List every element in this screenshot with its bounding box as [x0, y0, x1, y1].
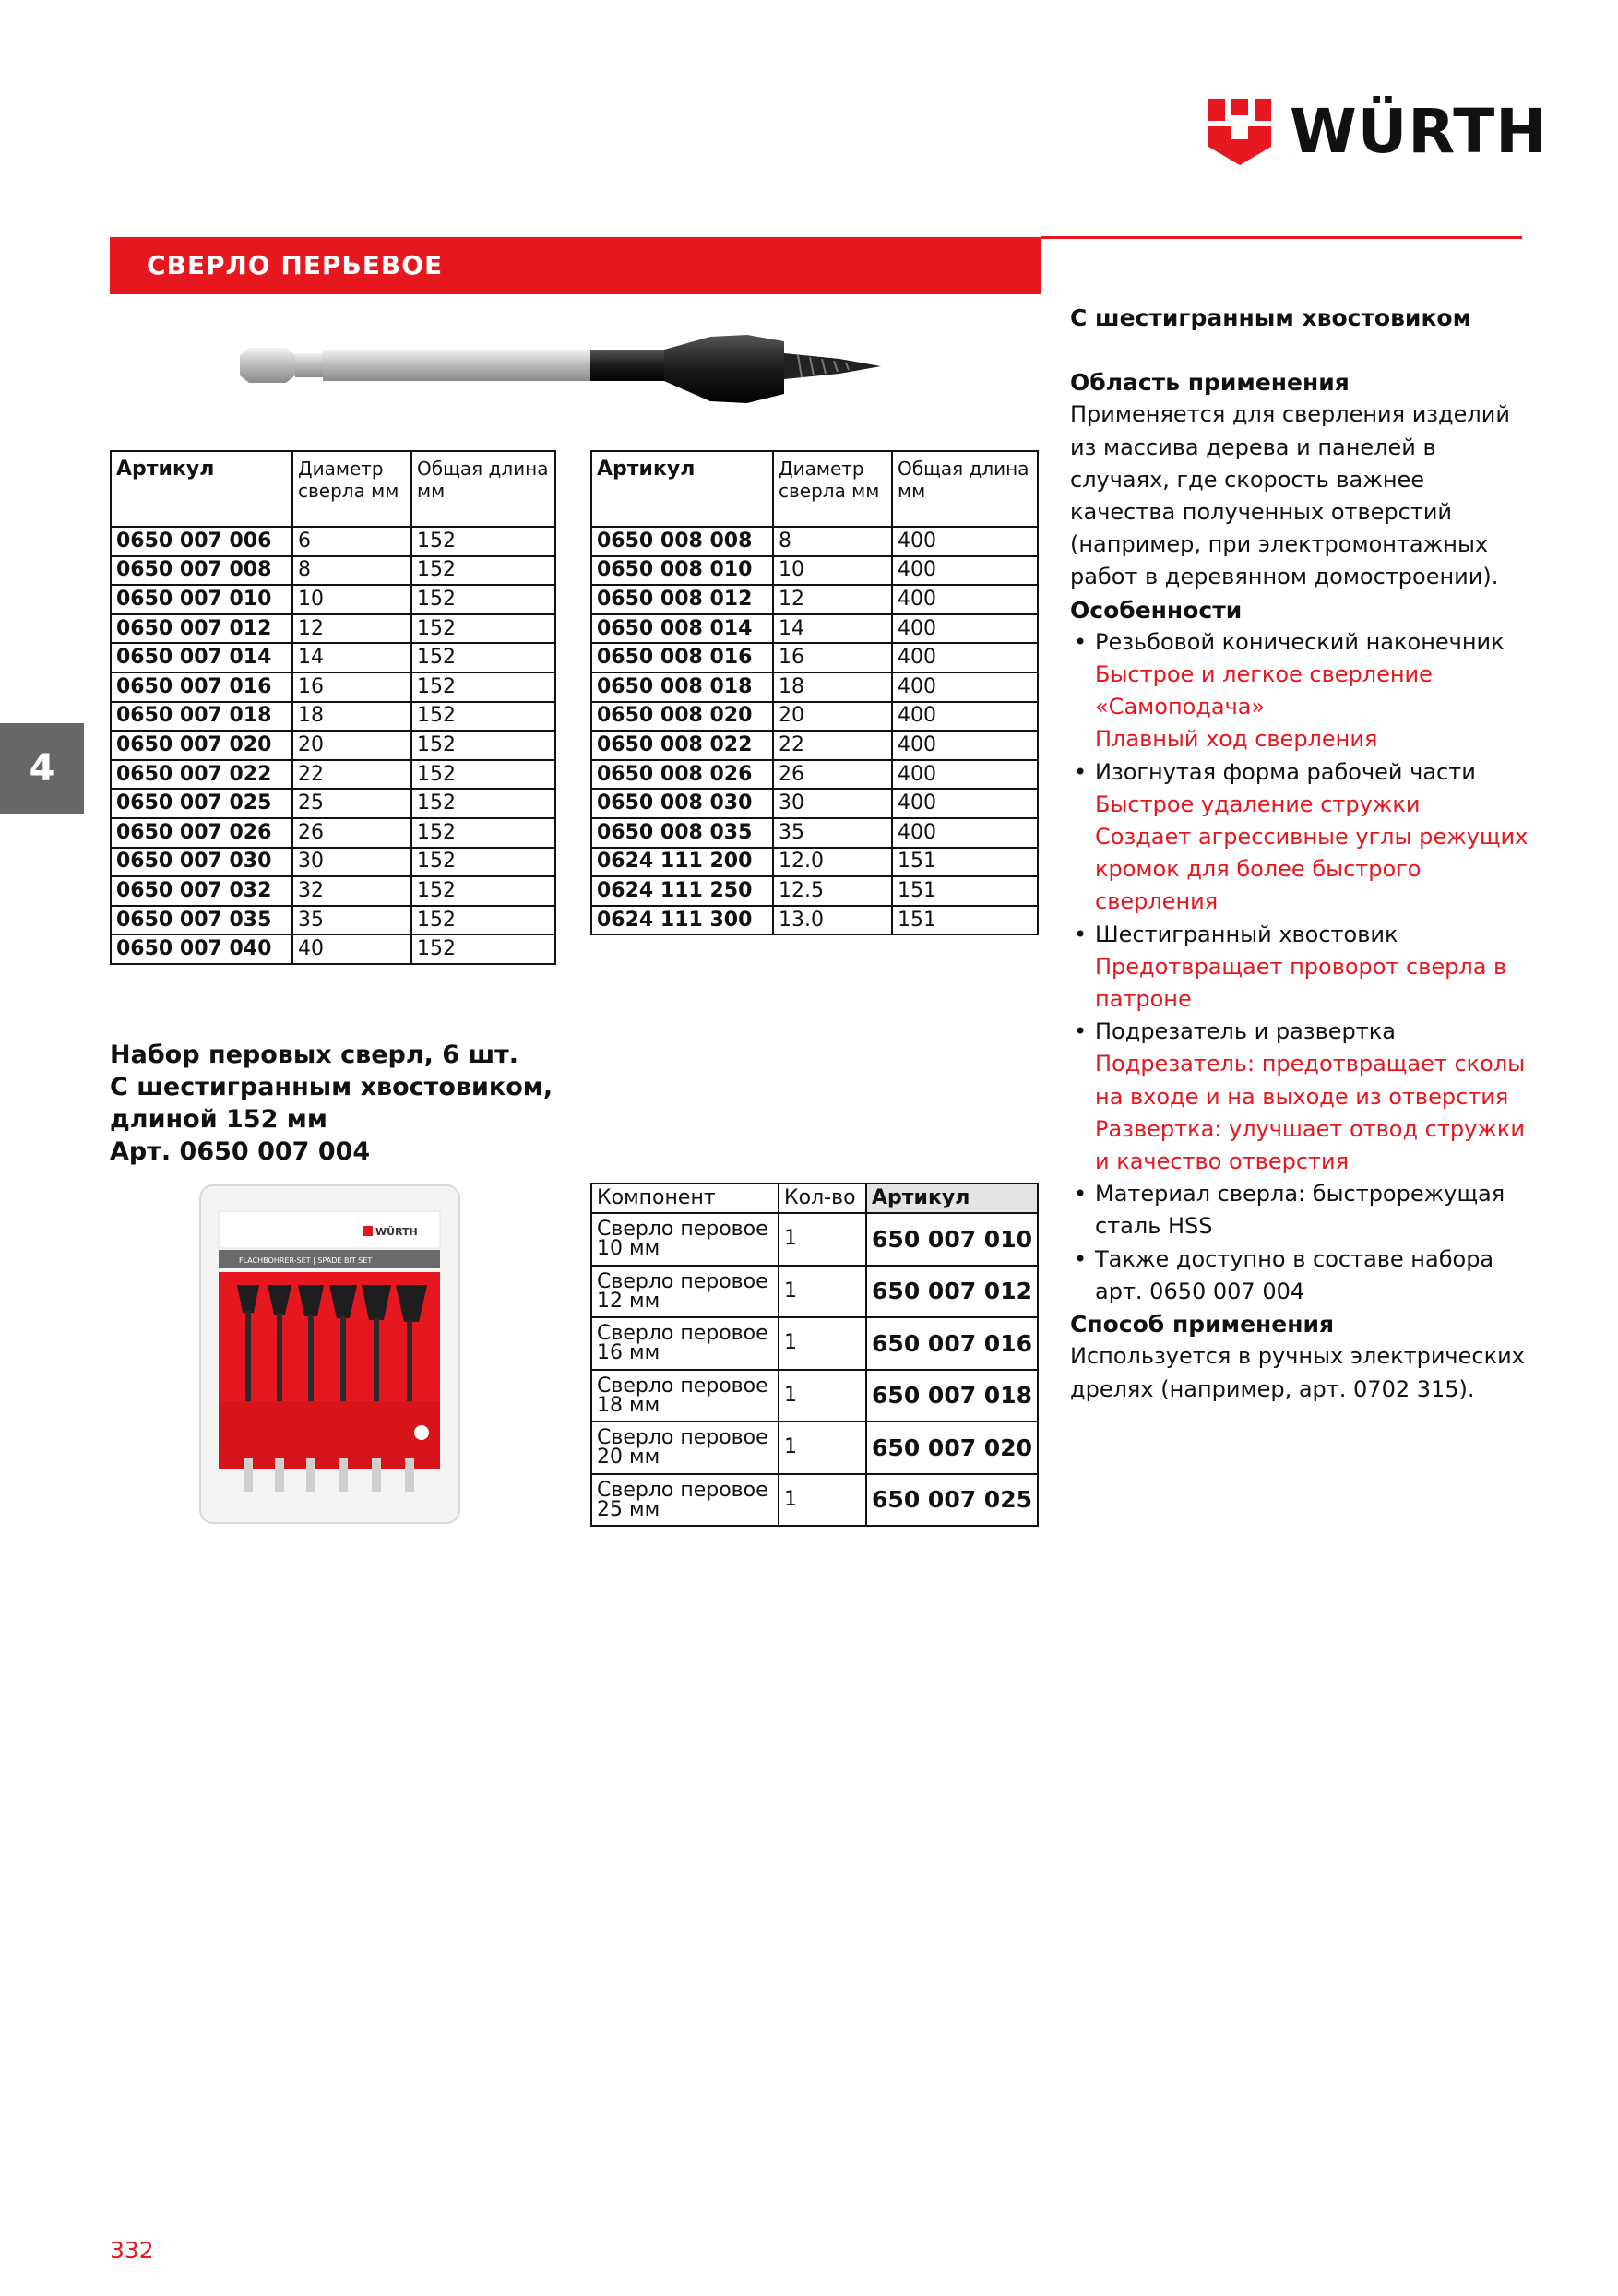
- quantity-cell: 1: [779, 1370, 866, 1422]
- diameter-cell: 35: [773, 818, 892, 848]
- length-cell: 152: [411, 585, 555, 614]
- component-cell: Сверло перовое 25 мм: [591, 1474, 779, 1527]
- article-cell: 0650 008 010: [591, 556, 773, 586]
- article-cell: 0650 007 010: [111, 585, 292, 614]
- article-cell: 650 007 020: [866, 1422, 1038, 1474]
- length-cell: 152: [411, 934, 555, 964]
- table-row: [591, 527, 1038, 556]
- bullet-icon: •: [1074, 628, 1088, 655]
- header-divider: [1041, 236, 1522, 239]
- feature-item: [1070, 626, 1531, 756]
- quantity-cell: 1: [779, 1213, 866, 1266]
- table-row: [591, 818, 1038, 848]
- table-row: [591, 585, 1038, 614]
- article-cell: 0650 008 022: [591, 731, 773, 760]
- length-cell: 400: [892, 585, 1038, 614]
- length-cell: 152: [411, 643, 555, 672]
- article-cell: 0650 007 022: [111, 760, 292, 790]
- set-line: С шестигранным хвостовиком,: [110, 1073, 553, 1101]
- length-cell: 400: [892, 556, 1038, 586]
- article-cell: 0650 007 014: [111, 643, 292, 672]
- component-cell: Сверло перовое 16 мм: [591, 1317, 779, 1370]
- feature-item: [1070, 919, 1531, 1017]
- diameter-cell: 8: [292, 556, 411, 586]
- article-cell: 0650 008 035: [591, 818, 773, 848]
- feature-detail: Развертка: улучшает отвод стружки и качество отверстия: [1095, 1115, 1525, 1175]
- header-diameter: Диаметр сверла мм: [773, 451, 892, 527]
- page-number: 332: [110, 2237, 154, 2264]
- length-cell: 400: [892, 702, 1038, 732]
- product-subtitle: С шестигранным хвостовиком: [1070, 304, 1472, 331]
- feature-detail: Плавный ход сверления: [1095, 726, 1378, 753]
- header-component: Компонент: [591, 1184, 779, 1213]
- chapter-tab: 4: [0, 723, 84, 814]
- article-cell: 0650 008 014: [591, 614, 773, 644]
- article-cell: 0650 007 040: [111, 934, 292, 964]
- diameter-cell: 12.5: [773, 876, 892, 906]
- article-cell: 0624 111 200: [591, 848, 773, 877]
- bullet-icon: •: [1074, 921, 1088, 947]
- diameter-cell: 26: [292, 818, 411, 848]
- table-row: [111, 934, 555, 964]
- set-line: длиной 152 мм: [110, 1105, 327, 1134]
- set-components-table: [590, 1183, 1039, 1527]
- quantity-cell: 1: [779, 1266, 866, 1318]
- diameter-cell: 6: [292, 527, 411, 556]
- diameter-cell: 14: [292, 643, 411, 672]
- feature-text: Шестигранный хвостовик: [1095, 921, 1398, 947]
- length-cell: 152: [411, 702, 555, 732]
- quantity-cell: 1: [779, 1317, 866, 1370]
- feature-item: [1070, 1178, 1531, 1243]
- usage-text: Используется в ручных электрических дрелях (например, арт. 0702 315).: [1070, 1343, 1525, 1402]
- header-article: Артикул: [591, 451, 773, 527]
- articles-table-152: [110, 450, 556, 965]
- article-cell: 650 007 016: [866, 1317, 1038, 1370]
- article-cell: 0650 007 025: [111, 789, 292, 818]
- feature-detail: Предотвращает проворот сверла в патроне: [1095, 953, 1507, 1013]
- quantity-cell: 1: [779, 1422, 866, 1474]
- article-cell: 0624 111 300: [591, 906, 773, 935]
- table-row: [591, 731, 1038, 760]
- header-quantity: Кол-во: [779, 1184, 866, 1213]
- table-row: [591, 848, 1038, 877]
- article-cell: 0650 008 018: [591, 672, 773, 702]
- length-cell: 151: [892, 848, 1038, 877]
- diameter-cell: 20: [292, 731, 411, 760]
- table-row: [591, 1474, 1038, 1527]
- bullet-icon: •: [1074, 1245, 1088, 1272]
- diameter-cell: 35: [292, 906, 411, 935]
- header-article: Артикул: [866, 1184, 1038, 1213]
- feature-detail: Быстрое удаление стружки: [1095, 791, 1421, 817]
- feature-item: [1070, 756, 1531, 919]
- component-cell: Сверло перовое 20 мм: [591, 1422, 779, 1474]
- diameter-cell: 13.0: [773, 906, 892, 935]
- diameter-cell: 14: [773, 614, 892, 644]
- article-cell: 0650 007 035: [111, 906, 292, 935]
- feature-item: [1070, 1243, 1531, 1308]
- table-row: [111, 789, 555, 818]
- feature-text: Изогнутая форма рабочей части: [1095, 758, 1476, 785]
- brand-name: WÜRTH: [1290, 95, 1548, 167]
- table-row: [111, 848, 555, 877]
- table-row: [591, 1422, 1038, 1474]
- bullet-icon: •: [1074, 1018, 1088, 1045]
- length-cell: 400: [892, 731, 1038, 760]
- table-row: [111, 906, 555, 935]
- length-cell: 152: [411, 731, 555, 760]
- feature-text: Резьбовой конический наконечник: [1095, 628, 1505, 655]
- article-cell: 0650 007 020: [111, 731, 292, 760]
- feature-detail: «Самоподача»: [1095, 694, 1266, 720]
- article-cell: 650 007 012: [866, 1266, 1038, 1318]
- article-cell: 650 007 010: [866, 1213, 1038, 1266]
- feature-item: [1070, 1016, 1531, 1178]
- article-cell: 0650 008 012: [591, 585, 773, 614]
- table-row: [591, 760, 1038, 790]
- length-cell: 152: [411, 672, 555, 702]
- diameter-cell: 12.0: [773, 848, 892, 877]
- table-row: [591, 614, 1038, 644]
- header-length: Общая длина мм: [411, 451, 555, 527]
- page-title: СВЕРЛО ПЕРЬЕВОЕ: [147, 250, 444, 280]
- diameter-cell: 25: [292, 789, 411, 818]
- feature-text: Подрезатель и развертка: [1095, 1018, 1396, 1045]
- table-row: [591, 556, 1038, 586]
- component-cell: Сверло перовое 18 мм: [591, 1370, 779, 1422]
- usage-heading: Способ применения: [1070, 1311, 1335, 1338]
- length-cell: 151: [892, 876, 1038, 906]
- length-cell: 151: [892, 906, 1038, 935]
- table-row: [591, 672, 1038, 702]
- component-cell: Сверло перовое 12 мм: [591, 1266, 779, 1318]
- wurth-logo: [1208, 97, 1548, 166]
- diameter-cell: 8: [773, 527, 892, 556]
- article-cell: 0650 007 030: [111, 848, 292, 877]
- quantity-cell: 1: [779, 1474, 866, 1527]
- length-cell: 152: [411, 876, 555, 906]
- diameter-cell: 30: [773, 789, 892, 818]
- diameter-cell: 16: [773, 643, 892, 672]
- article-cell: 0650 007 006: [111, 527, 292, 556]
- article-cell: 0650 007 032: [111, 876, 292, 906]
- table-row: [591, 876, 1038, 906]
- header-diameter: Диаметр сверла мм: [292, 451, 411, 527]
- length-cell: 152: [411, 760, 555, 790]
- table-row: [111, 556, 555, 586]
- diameter-cell: 10: [292, 585, 411, 614]
- header-length: Общая длина мм: [892, 451, 1038, 527]
- set-line: Набор перовых сверл, 6 шт.: [110, 1041, 519, 1069]
- table-row: [111, 527, 555, 556]
- length-cell: 400: [892, 643, 1038, 672]
- diameter-cell: 18: [292, 702, 411, 732]
- table-row: [111, 731, 555, 760]
- header-article: Артикул: [111, 451, 292, 527]
- table-row: [591, 702, 1038, 732]
- package-brand: WÜRTH: [375, 1226, 418, 1238]
- length-cell: 152: [411, 906, 555, 935]
- package-label: FLACHBOHRER-SET | SPADE BIT SET: [239, 1256, 373, 1265]
- length-cell: 400: [892, 760, 1038, 790]
- features-list: [1070, 626, 1531, 1308]
- article-cell: 0650 007 008: [111, 556, 292, 586]
- article-cell: 0650 007 026: [111, 818, 292, 848]
- drill-set-package-image: [198, 1184, 461, 1525]
- component-cell: Сверло перовое 10 мм: [591, 1213, 779, 1266]
- table-row: [591, 789, 1038, 818]
- article-cell: 0650 008 026: [591, 760, 773, 790]
- table-row: [591, 1213, 1038, 1266]
- feature-detail: Создает агрессивные углы режущих кромок для более быстрого сверления: [1095, 824, 1529, 915]
- article-cell: 0650 008 020: [591, 702, 773, 732]
- length-cell: 152: [411, 848, 555, 877]
- application-heading: Область применения: [1070, 369, 1350, 397]
- article-cell: 0650 008 008: [591, 527, 773, 556]
- diameter-cell: 20: [773, 702, 892, 732]
- table-row: [111, 702, 555, 732]
- length-cell: 152: [411, 818, 555, 848]
- diameter-cell: 30: [292, 848, 411, 877]
- wurth-logo-icon: [1208, 99, 1271, 165]
- application-text: Применяется для сверления изделий из массива дерева и панелей в случаях, где скорость важнее качества полученных отверстий (например, при электромонтажных работ в деревянном домостроении).: [1070, 401, 1510, 590]
- articles-table-400: [590, 450, 1039, 935]
- spade-drill-image: [231, 318, 895, 410]
- article-cell: 0650 007 012: [111, 614, 292, 644]
- length-cell: 152: [411, 614, 555, 644]
- diameter-cell: 32: [292, 876, 411, 906]
- table-row: [591, 1266, 1038, 1318]
- table-row: [111, 760, 555, 790]
- length-cell: 400: [892, 789, 1038, 818]
- length-cell: 152: [411, 556, 555, 586]
- title-bar: [110, 237, 1041, 294]
- feature-detail: Быстрое и легкое сверление: [1095, 661, 1433, 688]
- diameter-cell: 12: [292, 614, 411, 644]
- diameter-cell: 40: [292, 934, 411, 964]
- table-row: [591, 1317, 1038, 1370]
- features-heading: Особенности: [1070, 596, 1243, 624]
- bullet-icon: •: [1074, 758, 1088, 785]
- article-cell: 650 007 018: [866, 1370, 1038, 1422]
- diameter-cell: 26: [773, 760, 892, 790]
- diameter-cell: 16: [292, 672, 411, 702]
- diameter-cell: 12: [773, 585, 892, 614]
- length-cell: 400: [892, 672, 1038, 702]
- table-row: [111, 643, 555, 672]
- table-row: [591, 906, 1038, 935]
- length-cell: 152: [411, 789, 555, 818]
- table-row: [111, 672, 555, 702]
- table-row: [591, 1370, 1038, 1422]
- table-row: [111, 585, 555, 614]
- length-cell: 400: [892, 527, 1038, 556]
- article-cell: 650 007 025: [866, 1474, 1038, 1527]
- table-row: [111, 818, 555, 848]
- set-description: [110, 1039, 553, 1168]
- length-cell: 400: [892, 818, 1038, 848]
- length-cell: 152: [411, 527, 555, 556]
- product-description: [1070, 302, 1531, 1406]
- table-row: [111, 614, 555, 644]
- article-cell: 0650 007 016: [111, 672, 292, 702]
- table-row: [591, 643, 1038, 672]
- article-cell: 0650 007 018: [111, 702, 292, 732]
- length-cell: 400: [892, 614, 1038, 644]
- diameter-cell: 18: [773, 672, 892, 702]
- article-cell: 0650 008 016: [591, 643, 773, 672]
- set-article: Арт. 0650 007 004: [110, 1137, 371, 1166]
- table-row: [111, 876, 555, 906]
- diameter-cell: 22: [292, 760, 411, 790]
- diameter-cell: 10: [773, 556, 892, 586]
- article-cell: 0624 111 250: [591, 876, 773, 906]
- feature-text: Также доступно в составе набора арт. 0650 007 004: [1095, 1245, 1494, 1304]
- article-cell: 0650 008 030: [591, 789, 773, 818]
- feature-detail: Подрезатель: предотвращает сколы на входе и на выходе из отверстия: [1095, 1051, 1526, 1110]
- bullet-icon: •: [1074, 1181, 1088, 1207]
- diameter-cell: 22: [773, 731, 892, 760]
- feature-text: Материал сверла: быстрорежущая сталь HSS: [1095, 1181, 1505, 1240]
